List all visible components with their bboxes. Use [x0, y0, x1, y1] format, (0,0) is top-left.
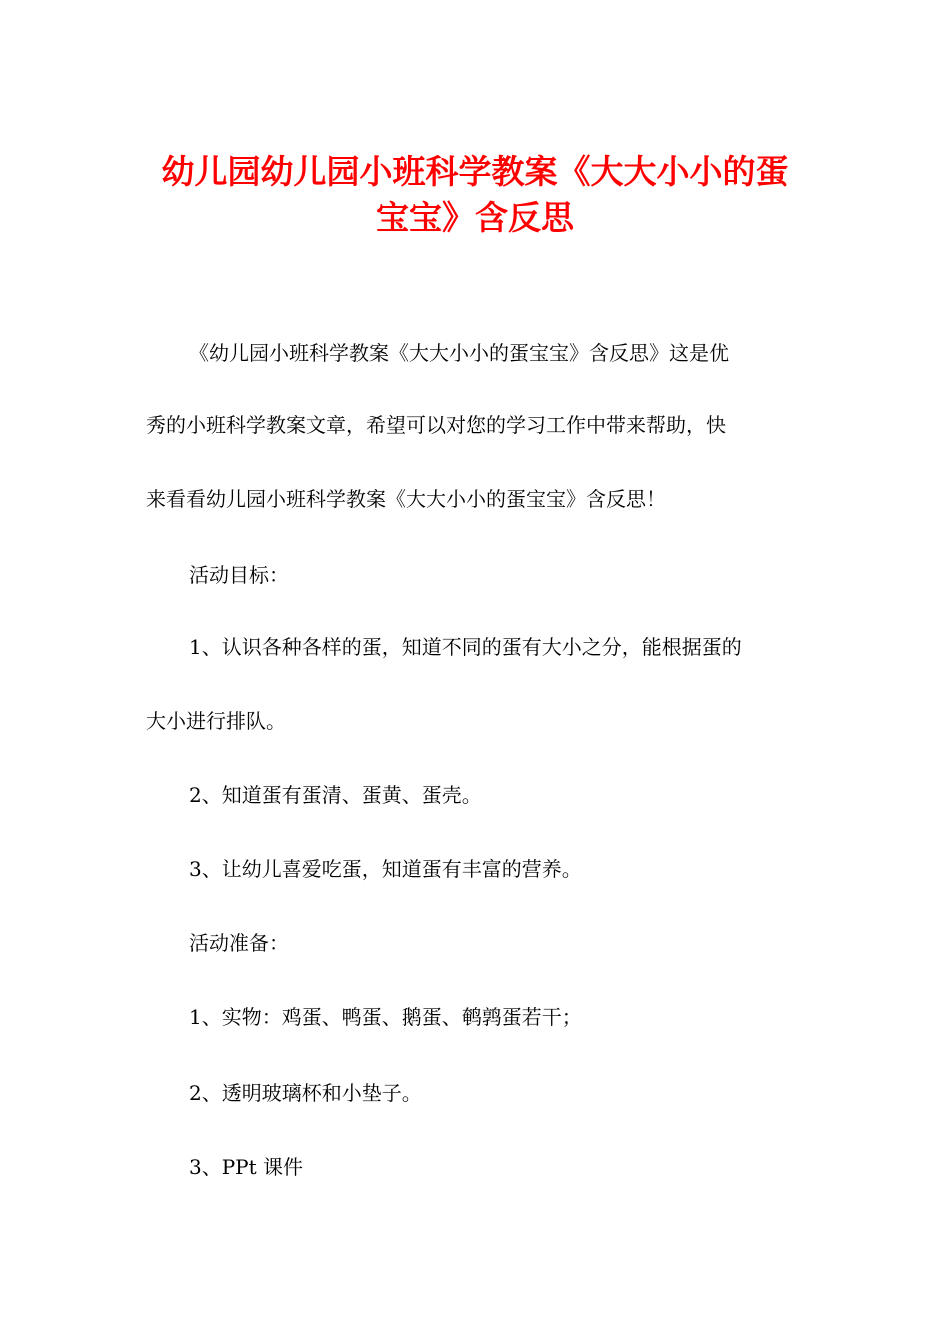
document-title-line-2: 宝宝》含反思: [376, 198, 574, 237]
goal-1-line-2: 大小进行排队。: [146, 709, 286, 733]
goal-2: 2、知道蛋有蛋清、蛋黄、蛋壳。: [189, 783, 482, 807]
intro-paragraph-line-1: 《幼儿园小班科学教案《大大小小的蛋宝宝》含反思》这是优: [189, 341, 729, 365]
preparation-heading: 活动准备：: [189, 931, 289, 955]
intro-paragraph-line-3: 来看看幼儿园小班科学教案《大大小小的蛋宝宝》含反思！: [146, 487, 666, 511]
document-title-line-1: 幼儿园幼儿园小班科学教案《大大小小的蛋: [161, 152, 789, 191]
goals-heading: 活动目标：: [189, 563, 289, 587]
goal-1-line-1: 1、认识各种各样的蛋，知道不同的蛋有大小之分，能根据蛋的: [189, 635, 742, 659]
goal-3: 3、让幼儿喜爱吃蛋，知道蛋有丰富的营养。: [189, 857, 582, 881]
preparation-item-3: 3、PPt 课件: [189, 1155, 304, 1179]
intro-paragraph-line-2: 秀的小班科学教案文章，希望可以对您的学习工作中带来帮助，快: [146, 413, 726, 437]
preparation-item-2: 2、透明玻璃杯和小垫子。: [189, 1081, 422, 1105]
preparation-item-1: 1、实物：鸡蛋、鸭蛋、鹅蛋、鹌鹑蛋若干；: [189, 1005, 582, 1029]
